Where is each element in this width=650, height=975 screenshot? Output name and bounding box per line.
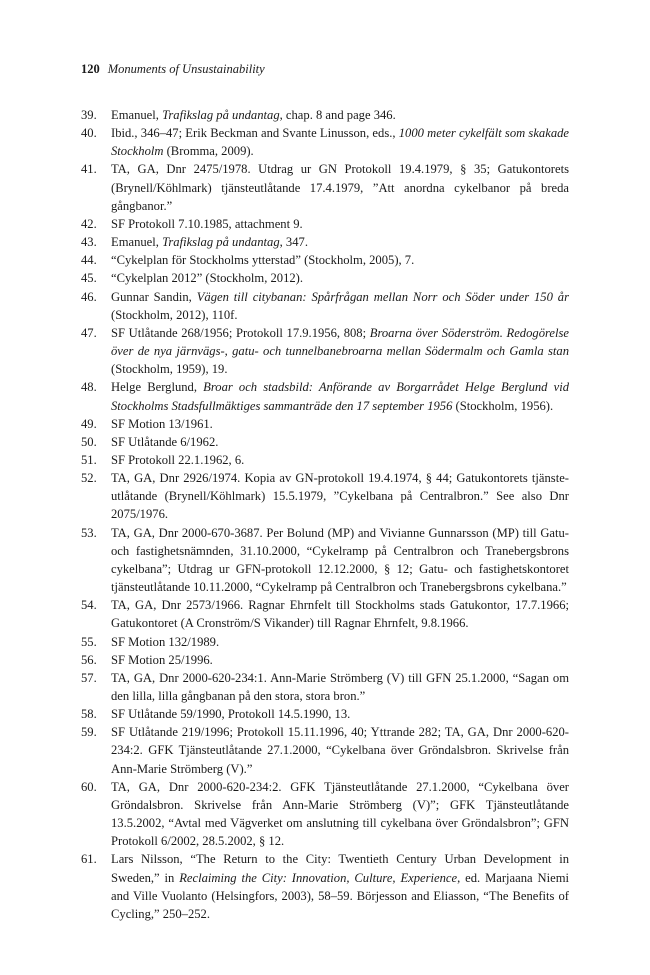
endnote-number: 42. — [81, 216, 97, 231]
endnote-number: 43. — [81, 235, 97, 250]
endnote — [81, 106, 569, 124]
endnote-number: 51. — [81, 452, 97, 467]
endnote-number: 45. — [81, 271, 97, 286]
endnote-text: SF Protokoll 22.1.1962, 6. — [111, 452, 245, 467]
endnote-number: 53. — [81, 525, 97, 540]
endnote — [81, 433, 569, 451]
endnote-text: TA, GA, Dnr 2926/1974. Kopia av GN-protokoll 19.4.1974, § 44; Gatukontorets tjänsteutlåtande (Brynell/Köhlmark) 15.5.1979, ”Cykelbana på Centralbron.” See also Dnr 2075/1976. — [111, 471, 569, 522]
endnote — [81, 633, 569, 651]
endnote-text: TA, GA, Dnr 2573/1966. Ragnar Ehrnfelt till Stockholms stads Gatukontor, 17.7.1966; Gatukontoret (A Cronström/S Vikander) till Ragnar Ehrnfelt, 9.8.1966. — [111, 598, 569, 631]
endnote-text: SF Utlåtande 219/1996; Protokoll 15.11.1996, 40; Yttrande 282; TA, GA, Dnr 2000-620-234:2. GFK Tjänsteutlåtande 27.1.2000, “Cykelbana över Gröndalsbron. Skrivelse från Ann-Marie Strömberg (V).” — [111, 725, 569, 776]
endnote-number: 57. — [81, 670, 97, 685]
endnote-text: SF Motion 132/1989. — [111, 634, 220, 649]
endnote-text: TA, GA, Dnr 2000-670-3687. Per Bolund (MP) and Vivianne Gunnarsson (MP) till Gatu- och fastighetsnämnden, 31.10.2000, “Cykelramp på Centralbron och Tranebergsbrons cykelbana”; Utdrag ur GFN-protokoll 12.12.2000, § 12; Gatu- och fastighetskontoret tjänsteutlåtande 10.11.2000, “Cykelramp på Centralbron och Tranebergsbrons cykelbana.” — [111, 525, 569, 595]
endnote-text: Emanuel, Trafikslag på undantag, chap. 8 and page 346. — [111, 108, 396, 122]
endnote — [81, 324, 569, 378]
endnote-text: SF Utlåtande 268/1956; Protokoll 17.9.1956, 808; Broarna över Söderström. Redogörelse över de nya järnvägs-, gatu- och tunnelbanebroarna mellan Södermalm och Gamla stan (Stockholm, 1959), 19. — [111, 325, 569, 377]
endnote-number: 61. — [81, 852, 97, 867]
running-head — [81, 61, 265, 77]
endnote-number: 39. — [81, 108, 97, 122]
endnote — [81, 469, 569, 523]
endnote — [81, 288, 569, 324]
endnotes-list — [81, 106, 569, 923]
endnote-number: 41. — [81, 162, 97, 177]
endnote — [81, 215, 569, 233]
endnote — [81, 850, 569, 923]
endnote-text: “Cykelplan 2012” (Stockholm, 2012). — [111, 271, 304, 286]
endnote — [81, 723, 569, 777]
endnote-number: 55. — [81, 634, 97, 649]
endnote-text: “Cykelplan för Stockholms ytterstad” (Stockholm, 2005), 7. — [111, 253, 415, 268]
endnote-text: TA, GA, Dnr 2000-620-234:2. GFK Tjänsteutlåtande 27.1.2000, “Cykelbana över Gröndalsbron. Skrivelse från Ann-Marie Strömberg (V)”; GFK Tjänsteutlåtande 13.5.2002, “Avtal med Vägverket om anslutning till cykelbana över Gröndalsbron”; GFN Protokoll 6/2002, 28.5.2002, § 12. — [111, 779, 569, 849]
endnote-text: SF Protokoll 7.10.1985, attachment 9. — [111, 216, 303, 231]
endnote-text: SF Motion 13/1961. — [111, 416, 213, 431]
endnote — [81, 124, 569, 160]
endnote-text: Gunnar Sandin, Vägen till citybanan: Spårfrågan mellan Norr och Söder under 150 år (Stockholm, 2012), 110f. — [111, 289, 569, 322]
endnote-number: 56. — [81, 652, 97, 667]
endnote-text: TA, GA, Dnr 2475/1978. Utdrag ur GN Protokoll 19.4.1979, § 35; Gatukontorets (Brynell/Köhlmark) tjänsteutlåtande 17.4.1979, ”Att anordna cykelbanor på breda gångbanor.” — [111, 162, 569, 213]
endnote-text: Ibid., 346–47; Erik Beckman and Svante Linusson, eds., 1000 meter cykelfält som skakade Stockholm (Bromma, 2009). — [111, 126, 569, 159]
endnote — [81, 651, 569, 669]
endnote-number: 47. — [81, 325, 97, 340]
running-title: Monuments of Unsustainability — [107, 62, 265, 76]
page-number: 120 — [81, 62, 100, 76]
endnote — [81, 451, 569, 469]
endnote-text: SF Motion 25/1996. — [111, 652, 213, 667]
endnote — [81, 778, 569, 851]
endnote-number: 59. — [81, 725, 97, 740]
endnote — [81, 596, 569, 632]
endnote — [81, 415, 569, 433]
endnote-number: 40. — [81, 126, 97, 141]
endnote-number: 50. — [81, 434, 97, 449]
endnote — [81, 669, 569, 705]
endnote — [81, 233, 569, 251]
endnote-text: Lars Nilsson, “The Return to the City: Twentieth Century Urban Development in Sweden,” in Reclaiming the City: Innovation, Culture, Experience, ed. Marjaana Niemi and Ville Vuolanto (Helsingfors, 2003), 58–59. Börjesson and Eliasson, “The Benefits of Cycling,” 250–252. — [111, 852, 569, 921]
endnote-number: 48. — [81, 380, 97, 395]
endnote — [81, 378, 569, 414]
endnote-number: 58. — [81, 707, 97, 722]
endnote-number: 60. — [81, 779, 97, 794]
endnote — [81, 524, 569, 597]
endnote-text: Emanuel, Trafikslag på undantag, 347. — [111, 235, 308, 250]
endnote — [81, 251, 569, 269]
endnote-number: 54. — [81, 598, 97, 613]
endnote-number: 49. — [81, 416, 97, 431]
endnote-text: Helge Berglund, Broar och stadsbild: Anförande av Borgarrådet Helge Berglund vid Stockholms Stadsfullmäktiges sammanträde den 17 september 1956 (Stockholm, 1956). — [111, 380, 569, 413]
endnote-text: TA, GA, Dnr 2000-620-234:1. Ann-Marie Strömberg (V) till GFN 25.1.2000, “Sagan om den lilla, lilla gångbanan på den stora, stora bron.” — [111, 670, 569, 703]
endnote-text: SF Utlåtande 6/1962. — [111, 434, 219, 449]
endnote-text: SF Utlåtande 59/1990, Protokoll 14.5.1990, 13. — [111, 707, 351, 722]
endnote — [81, 160, 569, 214]
endnote-number: 46. — [81, 289, 97, 304]
endnote — [81, 705, 569, 723]
endnote-number: 44. — [81, 253, 97, 268]
endnote — [81, 269, 569, 287]
endnote-number: 52. — [81, 471, 97, 486]
